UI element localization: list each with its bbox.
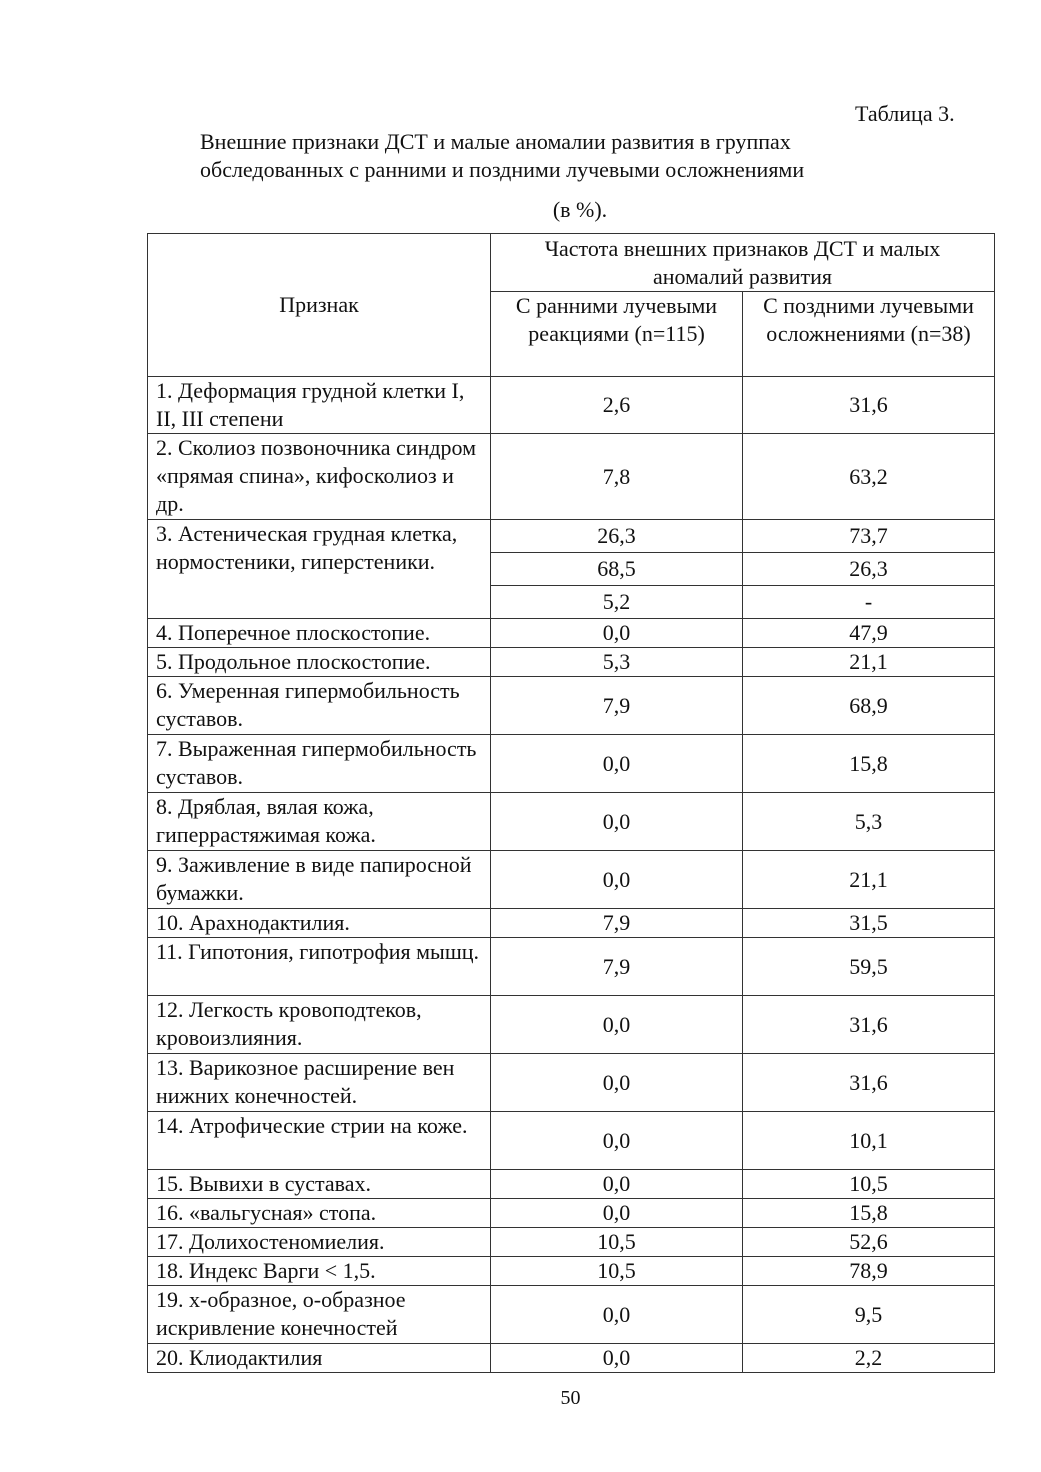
table-row <box>148 938 995 996</box>
feature-cell: 8. Дряблая, вялая кожа, гиперрастяжимая кожа. <box>148 793 491 851</box>
feature-cell: 2. Сколиоз позвоночника синдром «прямая спина», кифосколиоз и др. <box>148 434 491 520</box>
feature-cell: 18. Индекс Варги < 1,5. <box>148 1257 491 1286</box>
feature-cell: 7. Выраженная гипермобильность суставов. <box>148 735 491 793</box>
table-body <box>148 234 995 1373</box>
table-row <box>148 1344 995 1373</box>
header-group: Частота внешних признаков ДСТ и малых аномалий развития <box>491 234 995 292</box>
table-row <box>148 1054 995 1112</box>
table-row <box>148 909 995 938</box>
early-value-cell: 0,0 <box>491 619 743 648</box>
table-row <box>148 996 995 1054</box>
late-value-cell: 59,5 <box>743 938 995 996</box>
early-value-cell: 7,8 <box>491 434 743 520</box>
table-row <box>148 793 995 851</box>
late-value-cell: 15,8 <box>743 735 995 793</box>
early-value-cell: 2,6 <box>491 377 743 434</box>
table-row <box>148 1170 995 1199</box>
early-value-cell: 0,0 <box>491 851 743 909</box>
feature-cell: 17. Долихостеномиелия. <box>148 1228 491 1257</box>
early-value-cell: 10,5 <box>491 1257 743 1286</box>
header-late: С поздними лучевыми осложнениями (n=38) <box>743 292 995 377</box>
late-value-cell: 26,3 <box>743 553 995 586</box>
early-value-cell: 10,5 <box>491 1228 743 1257</box>
table-row <box>148 1228 995 1257</box>
table-row <box>148 1112 995 1170</box>
feature-cell: 10. Арахнодактилия. <box>148 909 491 938</box>
late-value-cell: 31,6 <box>743 996 995 1054</box>
early-value-cell: 0,0 <box>491 1054 743 1112</box>
header-row <box>148 234 995 292</box>
feature-cell: 14. Атрофические стрии на коже. <box>148 1112 491 1170</box>
header-feature: Признак <box>148 234 491 377</box>
early-value-cell: 0,0 <box>491 1170 743 1199</box>
page-number: 50 <box>560 1387 581 1409</box>
late-value-cell: 52,6 <box>743 1228 995 1257</box>
late-value-cell: 10,5 <box>743 1170 995 1199</box>
feature-cell: 4. Поперечное плоскостопие. <box>148 619 491 648</box>
feature-cell: 6. Умеренная гипермобильность суставов. <box>148 677 491 735</box>
early-value-cell: 26,3 <box>491 520 743 553</box>
late-value-cell: 5,3 <box>743 793 995 851</box>
table-row <box>148 434 995 520</box>
data-table <box>147 233 995 1373</box>
early-value-cell: 0,0 <box>491 735 743 793</box>
late-value-cell: 47,9 <box>743 619 995 648</box>
early-value-cell: 7,9 <box>491 909 743 938</box>
early-value-cell: 7,9 <box>491 938 743 996</box>
table-row <box>148 735 995 793</box>
table-row <box>148 851 995 909</box>
table-units: (в %). <box>552 197 608 222</box>
early-value-cell: 0,0 <box>491 996 743 1054</box>
late-value-cell: 73,7 <box>743 520 995 553</box>
late-value-cell: 2,2 <box>743 1344 995 1373</box>
late-value-cell: 9,5 <box>743 1286 995 1344</box>
early-value-cell: 0,0 <box>491 1344 743 1373</box>
late-value-cell: 31,5 <box>743 909 995 938</box>
feature-cell: 19. х-образное, о-образное искривление конечностей <box>148 1286 491 1344</box>
feature-cell: 1. Деформация грудной клетки I, II, III степени <box>148 377 491 434</box>
early-value-cell: 0,0 <box>491 1199 743 1228</box>
late-value-cell: 63,2 <box>743 434 995 520</box>
header-early: С ранними лучевыми реакциями (n=115) <box>491 292 743 377</box>
late-value-cell: 31,6 <box>743 377 995 434</box>
early-value-cell: 5,3 <box>491 648 743 677</box>
feature-cell: 15. Вывихи в суставах. <box>148 1170 491 1199</box>
late-value-cell: 15,8 <box>743 1199 995 1228</box>
feature-cell: 9. Заживление в виде папиросной бумажки. <box>148 851 491 909</box>
early-value-cell: 0,0 <box>491 793 743 851</box>
table-number: Таблица 3. <box>855 101 955 126</box>
table-caption <box>200 128 900 184</box>
feature-cell: 11. Гипотония, гипотрофия мышц. <box>148 938 491 996</box>
table-row <box>148 677 995 735</box>
late-value-cell: - <box>743 586 995 619</box>
feature-cell: 20. Клиодактилия <box>148 1344 491 1373</box>
early-value-cell: 68,5 <box>491 553 743 586</box>
early-value-cell: 0,0 <box>491 1112 743 1170</box>
table-row <box>148 619 995 648</box>
feature-cell: 5. Продольное плоскостопие. <box>148 648 491 677</box>
feature-cell: 13. Варикозное расширение вен нижних конечностей. <box>148 1054 491 1112</box>
table-row <box>148 648 995 677</box>
late-value-cell: 68,9 <box>743 677 995 735</box>
table-row <box>148 1199 995 1228</box>
late-value-cell: 21,1 <box>743 648 995 677</box>
late-value-cell: 10,1 <box>743 1112 995 1170</box>
early-value-cell: 5,2 <box>491 586 743 619</box>
table-row <box>148 1286 995 1344</box>
table-row <box>148 377 995 434</box>
late-value-cell: 21,1 <box>743 851 995 909</box>
early-value-cell: 0,0 <box>491 1286 743 1344</box>
table-row <box>148 1257 995 1286</box>
table-row <box>148 520 995 553</box>
late-value-cell: 78,9 <box>743 1257 995 1286</box>
caption-line: Внешние признаки ДСТ и малые аномалии развития в группах <box>200 129 791 154</box>
early-value-cell: 7,9 <box>491 677 743 735</box>
feature-cell: 3. Астеническая грудная клетка, нормостеники, гиперстеники. <box>148 520 491 619</box>
caption-line: обследованных с ранними и поздними лучевыми осложнениями <box>200 157 805 182</box>
late-value-cell: 31,6 <box>743 1054 995 1112</box>
feature-cell: 16. «вальгусная» стопа. <box>148 1199 491 1228</box>
feature-cell: 12. Легкость кровоподтеков, кровоизлияния. <box>148 996 491 1054</box>
